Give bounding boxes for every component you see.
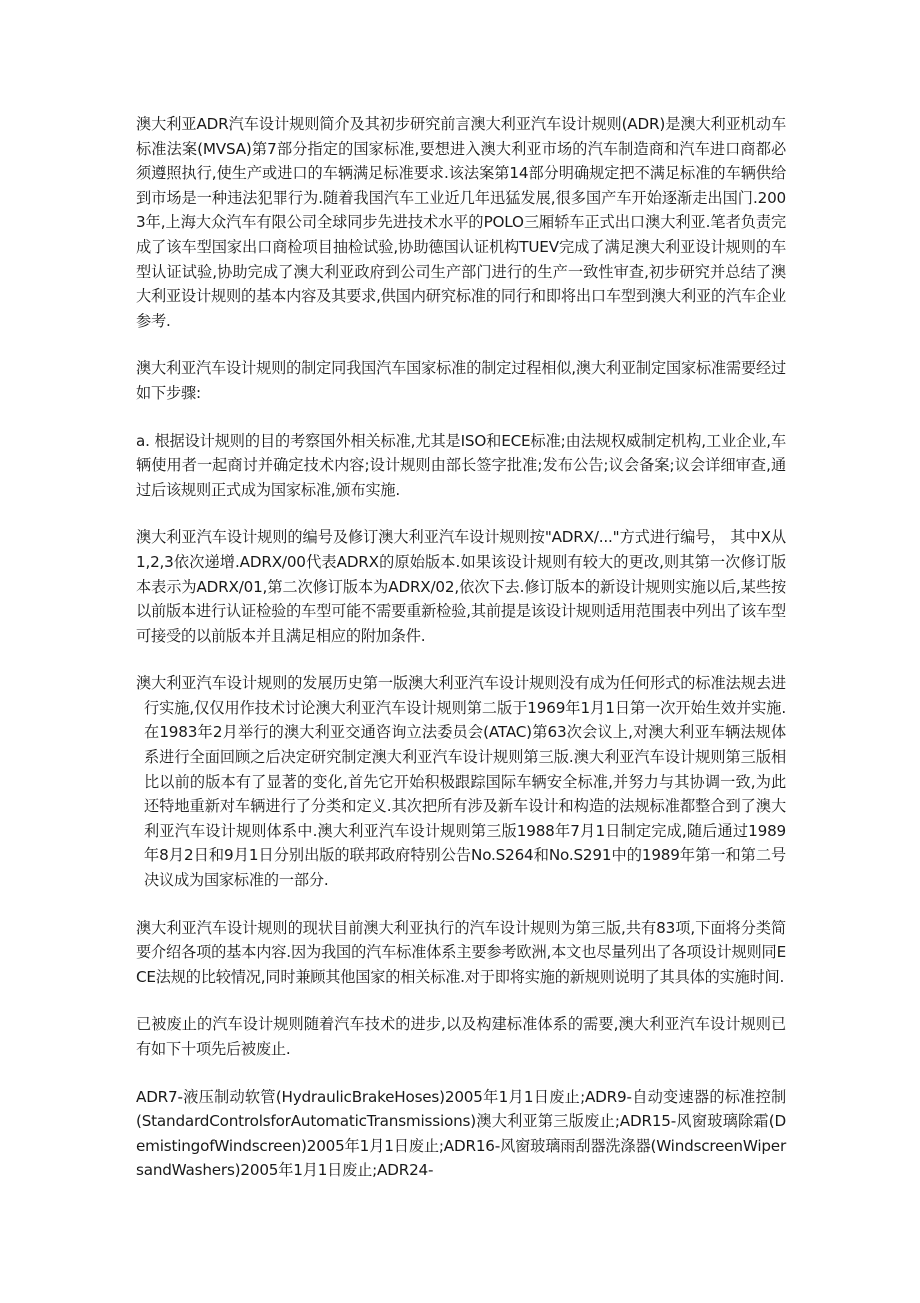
paragraph-introduction: 澳大利亚ADR汽车设计规则简介及其初步研究前言澳大利亚汽车设计规则(ADR)是澳大利亚机动车标准法案(MVSA)第7部分指定的国家标准,要想进入澳大利亚市场的汽车制造商和汽车进口商都必须遵照执行,使生产或进口的车辆满足标准要求.该法案第14部分明确规定把不满足标准的车辆供给到市场是一种违法犯罪行为.随着我国汽车工业近几年迅猛发展,很多国产车开始逐渐走出国门.2003年,上海大众汽车有限公司全球同步先进技术水平的POLO三厢轿车正式出口澳大利亚.笔者负责完成了该车型国家出口商检项目抽检试验,协助德国认证机构TUEV完成了满足澳大利亚设计规则的车型认证试验,协助完成了澳大利亚政府到公司生产部门进行的生产一致性审查,初步研究并总结了澳大利亚设计规则的基本内容及其要求,供国内研究标准的同行和即将出口车型到澳大利亚的汽车企业参考. [136, 115, 786, 330]
paragraph-abolished-rules: 已被废止的汽车设计规则随着汽车技术的进步,以及构建标准体系的需要,澳大利亚汽车设计规则已有如下十项先后被废止. [136, 1015, 786, 1058]
paragraph-numbering-revision: 澳大利亚汽车设计规则的编号及修订澳大利亚汽车设计规则按"ADRX/..."方式进行编号， 其中X从1,2,3依次递增.ADRX/00代表ADRX的原始版本.如果该设计规则有较大的更改,则其第一次修订版本表示为ADRX/01,第二次修订版本为ADRX/02,依次下去.修订版本的新设计规则实施以后,某些按以前版本进行认证检验的车型可能不需要重新检验,其前提是该设计规则适用范围表中列出了该车型可接受的以前版本并且满足相应的附加条件. [136, 528, 786, 645]
document-body [136, 112, 786, 1183]
paragraph-abolished-list: ADR7-液压制动软管(HydraulicBrakeHoses)2005年1月1日废止;ADR9-自动变速器的标准控制(StandardControlsforAutomaticTransmissions)澳大利亚第三版废止;ADR15-风窗玻璃除霜(DemistingofWindscreen)2005年1月1日废止;ADR16-风窗玻璃雨刮器洗涤器(WindscreenWipersandWashers)2005年1月1日废止;ADR24- [136, 1087, 786, 1180]
paragraph-step-a: a. 根据设计规则的目的考察国外相关标准,尤其是ISO和ECE标准;由法规权威制定机构,工业企业,车辆使用者一起商讨并确定技术内容;设计规则由部长签字批准;发布公告;议会备案;议会详细审查,通过后该规则正式成为国家标准,颁布实施. [136, 431, 786, 499]
paragraph-history: 澳大利亚汽车设计规则的发展历史第一版澳大利亚汽车设计规则没有成为任何形式的标准法规去进行实施,仅仅用作技术讨论澳大利亚汽车设计规则第二版于1969年1月1日第一次开始生效并实施.在1983年2月举行的澳大利亚交通咨询立法委员会(ATAC)第63次会议上,对澳大利亚车辆法规体系进行全面回顾之后决定研究制定澳大利亚汽车设计规则第三版.澳大利亚汽车设计规则第三版相比以前的版本有了显著的变化,首先它开始积极跟踪国际车辆安全标准,并努力与其协调一致,为此还特地重新对车辆进行了分类和定义.其次把所有涉及新车设计和构造的法规标准都整合到了澳大利亚汽车设计规则体系中.澳大利亚汽车设计规则第三版1988年7月1日制定完成,随后通过1989年8月2日和9月1日分别出版的联邦政府特别公告No.S264和No.S291中的1989年第一和第二号决议成为国家标准的一部分. [136, 674, 786, 890]
paragraph-current-status: 澳大利亚汽车设计规则的现状目前澳大利亚执行的汽车设计规则为第三版,共有83项,下面将分类简要介绍各项的基本内容.因为我国的汽车标准体系主要参考欧洲,本文也尽量列出了各项设计规则同ECE法规的比较情况,同时兼顾其他国家的相关标准.对于即将实施的新规则说明了其具体的实施时间. [136, 918, 786, 986]
paragraph-standard-process: 澳大利亚汽车设计规则的制定同我国汽车国家标准的制定过程相似,澳大利亚制定国家标准需要经过如下步骤: [136, 359, 786, 402]
